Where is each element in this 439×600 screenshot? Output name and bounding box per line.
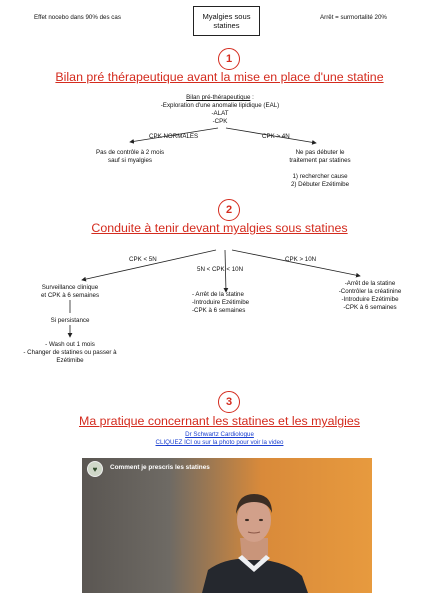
arrow-to-cpk-4n (226, 128, 316, 143)
left-bottom-line-2: - Changer de statines ou passer à (23, 349, 117, 356)
left-box-line-2: et CPK à 6 semaines (40, 292, 100, 299)
speaker-jacket (202, 558, 308, 593)
author-link[interactable]: Dr Schwartz Cardiologue (185, 431, 254, 438)
left-result-line-1: Pas de contrôle à 2 mois (95, 149, 165, 156)
branch-cpk-5n: CPK < 5N (129, 256, 157, 263)
right-box-line-2: -Contrôler la créatinine (338, 288, 402, 295)
bilan-item-alat: -ALAT (211, 110, 229, 117)
mid-box-line-3: -CPK à 6 semaines (192, 307, 246, 314)
branch-cpk-4n: CPK > 4N (262, 133, 290, 140)
section-3-number: 3 (218, 391, 240, 413)
left-bottom-line-1: - Wash out 1 mois (45, 341, 95, 348)
right-box-line-1: -Arrêt de la statine (344, 280, 396, 287)
branch-cpk-5n-10n: 5N < CPK < 10N (197, 266, 244, 273)
left-box-line-1: Surveillance clinique (41, 284, 99, 291)
mid-box-line-1: - Arrêt de la statine (192, 291, 244, 298)
section-2-number: 2 (218, 199, 240, 221)
video-link[interactable]: CLIQUEZ ICI ou sur la photo pour voir la video (155, 439, 284, 446)
heart-logo-icon: ♥ (87, 461, 103, 477)
branch-cpk-normales: CPK NORMALES (149, 133, 199, 140)
branch-cpk-10n: CPK > 10N (285, 256, 317, 263)
mortality-note: Arrêt = surmortalité 20% (320, 14, 387, 21)
title-box: Myalgies sous statines (193, 6, 260, 36)
right-box-line-3: -Introduire Ezétimibe (341, 296, 399, 303)
right-step-1: 1) rechercher cause (292, 173, 348, 180)
arrow-to-left-box (82, 250, 216, 280)
right-box-line-4: -CPK à 6 semaines (343, 304, 397, 311)
bilan-item-cpk: -CPK (212, 118, 228, 125)
bilan-colon: : (250, 94, 254, 101)
right-result-line-2: traitement par statines (289, 157, 351, 164)
right-result-line-1: Ne pas débuter le (295, 149, 345, 156)
section-2-heading: Conduite à tenir devant myalgies sous statines (91, 221, 348, 235)
section-1-heading: Bilan pré thérapeutique avant la mise en place d'une statine (55, 70, 384, 84)
video-thumbnail[interactable] (82, 458, 372, 593)
section-1-number: 1 (218, 48, 240, 70)
mid-box-line-2: -Introduire Ezétimibe (192, 299, 250, 306)
speaker-figure (82, 458, 372, 593)
bilan-title: Bilan pré-thérapeutique (186, 94, 251, 101)
left-bottom-line-3: Ezétimibe (56, 357, 84, 364)
bilan-item-eal: -Exploration d'une anomalie lipidique (EAL) (160, 102, 280, 109)
right-step-2: 2) Débuter Ezétimibe (290, 181, 350, 188)
arrow-to-mid-box (225, 250, 226, 292)
section-3-heading: Ma pratique concernant les statines et les myalgies (79, 414, 360, 428)
arrow-to-cpk-normales (130, 128, 218, 142)
video-title: Comment je prescris les statines (110, 464, 210, 471)
arrow-to-right-box (232, 250, 360, 276)
nocebo-note: Effet nocebo dans 90% des cas (34, 14, 121, 21)
persist-label: Si persistance (50, 317, 90, 324)
left-result-line-2: sauf si myalgies (107, 157, 153, 164)
